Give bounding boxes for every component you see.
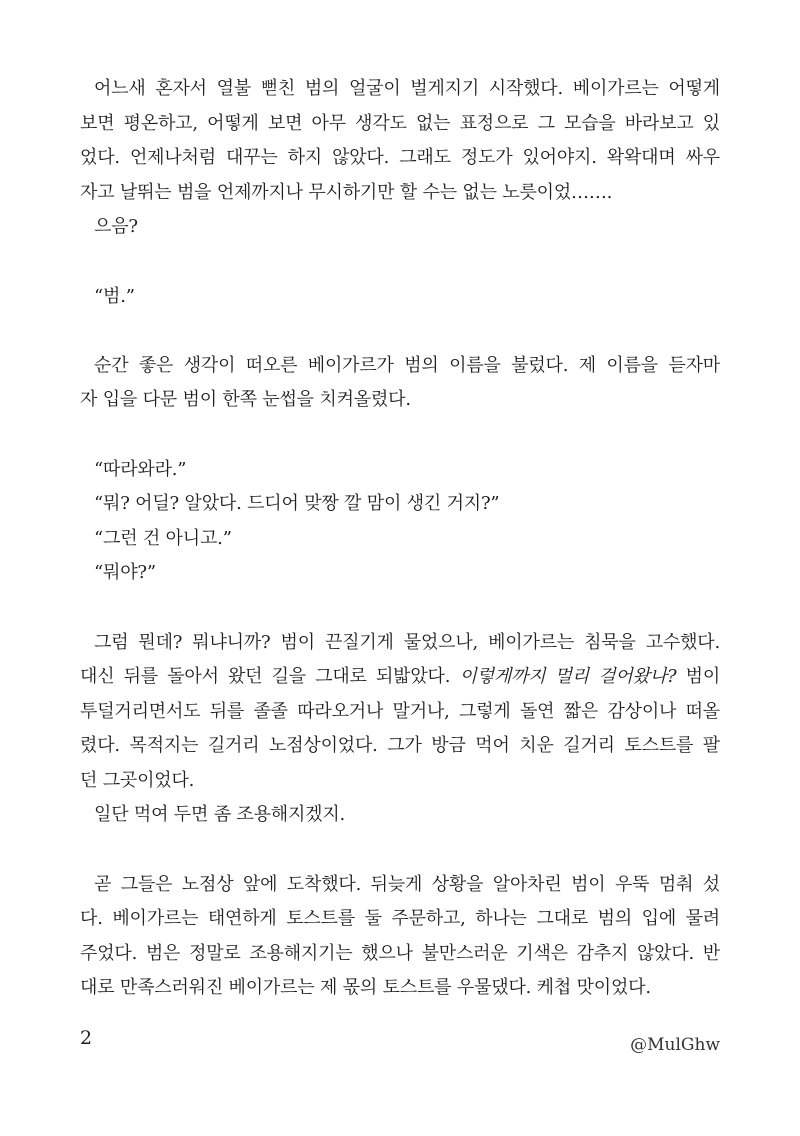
dialogue-line: “뭐야?” xyxy=(94,562,156,584)
blank-line xyxy=(80,418,720,453)
paragraph-line: 자고 날뛰는 범을 언제까지나 무시하기만 할 수는 없는 노릇이었……. xyxy=(80,181,613,203)
page-number: 2 xyxy=(80,1027,93,1049)
paragraph-line: 어느새 혼자서 열불 뻗친 범의 얼굴이 벌게지기 시작했다. 베이가르는 어떻게 xyxy=(94,78,720,99)
paragraph-line: 그럼 뭔데? 뭐냐니까? 범이 끈질기게 물었으나, 베이가르는 침묵을 고수했다. xyxy=(94,631,720,653)
text-run: 대신 뒤를 돌아서 왔던 길을 그대로 되밟았다. xyxy=(80,666,460,688)
dialogue-line: “범.” xyxy=(94,285,135,307)
paragraph-line: 대로 만족스러워진 베이가르는 제 몫의 토스트를 우물댔다. 케첩 맛이었다. xyxy=(80,977,651,999)
paragraph-line xyxy=(80,660,720,695)
blank-line xyxy=(80,591,720,626)
paragraph-line: 렸다. 목적지는 길거리 노점상이었다. 그가 방금 먹어 치운 길거리 토스트를 팔 xyxy=(80,735,720,757)
blank-line xyxy=(80,833,720,868)
blank-line xyxy=(80,314,720,349)
dialogue-line: “뭐? 어딜? 알았다. 드디어 맞짱 깔 맘이 생긴 거지?” xyxy=(94,493,500,515)
dialogue-line: “그런 건 아니고.” xyxy=(94,527,232,549)
paragraph-line: 다. 베이가르는 태연하게 토스트를 둘 주문하고, 하나는 그대로 범의 입에 물려 xyxy=(80,908,720,930)
dialogue-line: “따라와라.” xyxy=(94,458,187,480)
paragraph-line: 순간 좋은 생각이 떠오른 베이가르가 범의 이름을 불렀다. 제 이름을 듣자마 xyxy=(94,354,720,376)
thought-line: 일단 먹여 두면 좀 조용해지겠지. xyxy=(94,804,346,826)
paragraph-line: 투덜거리면서도 뒤를 졸졸 따라오거나 말거나, 그렇게 돌연 짧은 감상이나 떠올 xyxy=(80,700,720,722)
paragraph-line: 던 그곳이었다. xyxy=(80,769,195,791)
paragraph-line: 곧 그들은 노점상 앞에 도착했다. 뒤늦게 상황을 알아차린 범이 우뚝 멈춰 섰 xyxy=(94,873,720,895)
document-body xyxy=(80,72,720,1006)
paragraph-line: 주었다. 범은 정말로 조용해지기는 했으나 불만스러운 기색은 감추지 않았다. 반 xyxy=(80,942,720,964)
blank-line xyxy=(80,245,720,280)
paragraph-line: 보면 평온하고, 어떻게 보면 아무 생각도 없는 표정으로 그 모습을 바라보고 있 xyxy=(80,112,720,134)
paragraph-line: 자 입을 다문 범이 한쪽 눈썹을 치켜올렸다. xyxy=(80,389,411,411)
paragraph-line: 었다. 언제나처럼 대꾸는 하지 않았다. 그래도 정도가 있어야지. 왁왁대며 싸우 xyxy=(80,147,720,169)
italic-thought: 이렇게까지 멀리 걸어왔나? xyxy=(459,666,677,688)
text-run: 범이 xyxy=(676,666,721,688)
author-handle: @MulGhw xyxy=(630,1035,720,1055)
thought-line: 으음? xyxy=(94,216,138,238)
